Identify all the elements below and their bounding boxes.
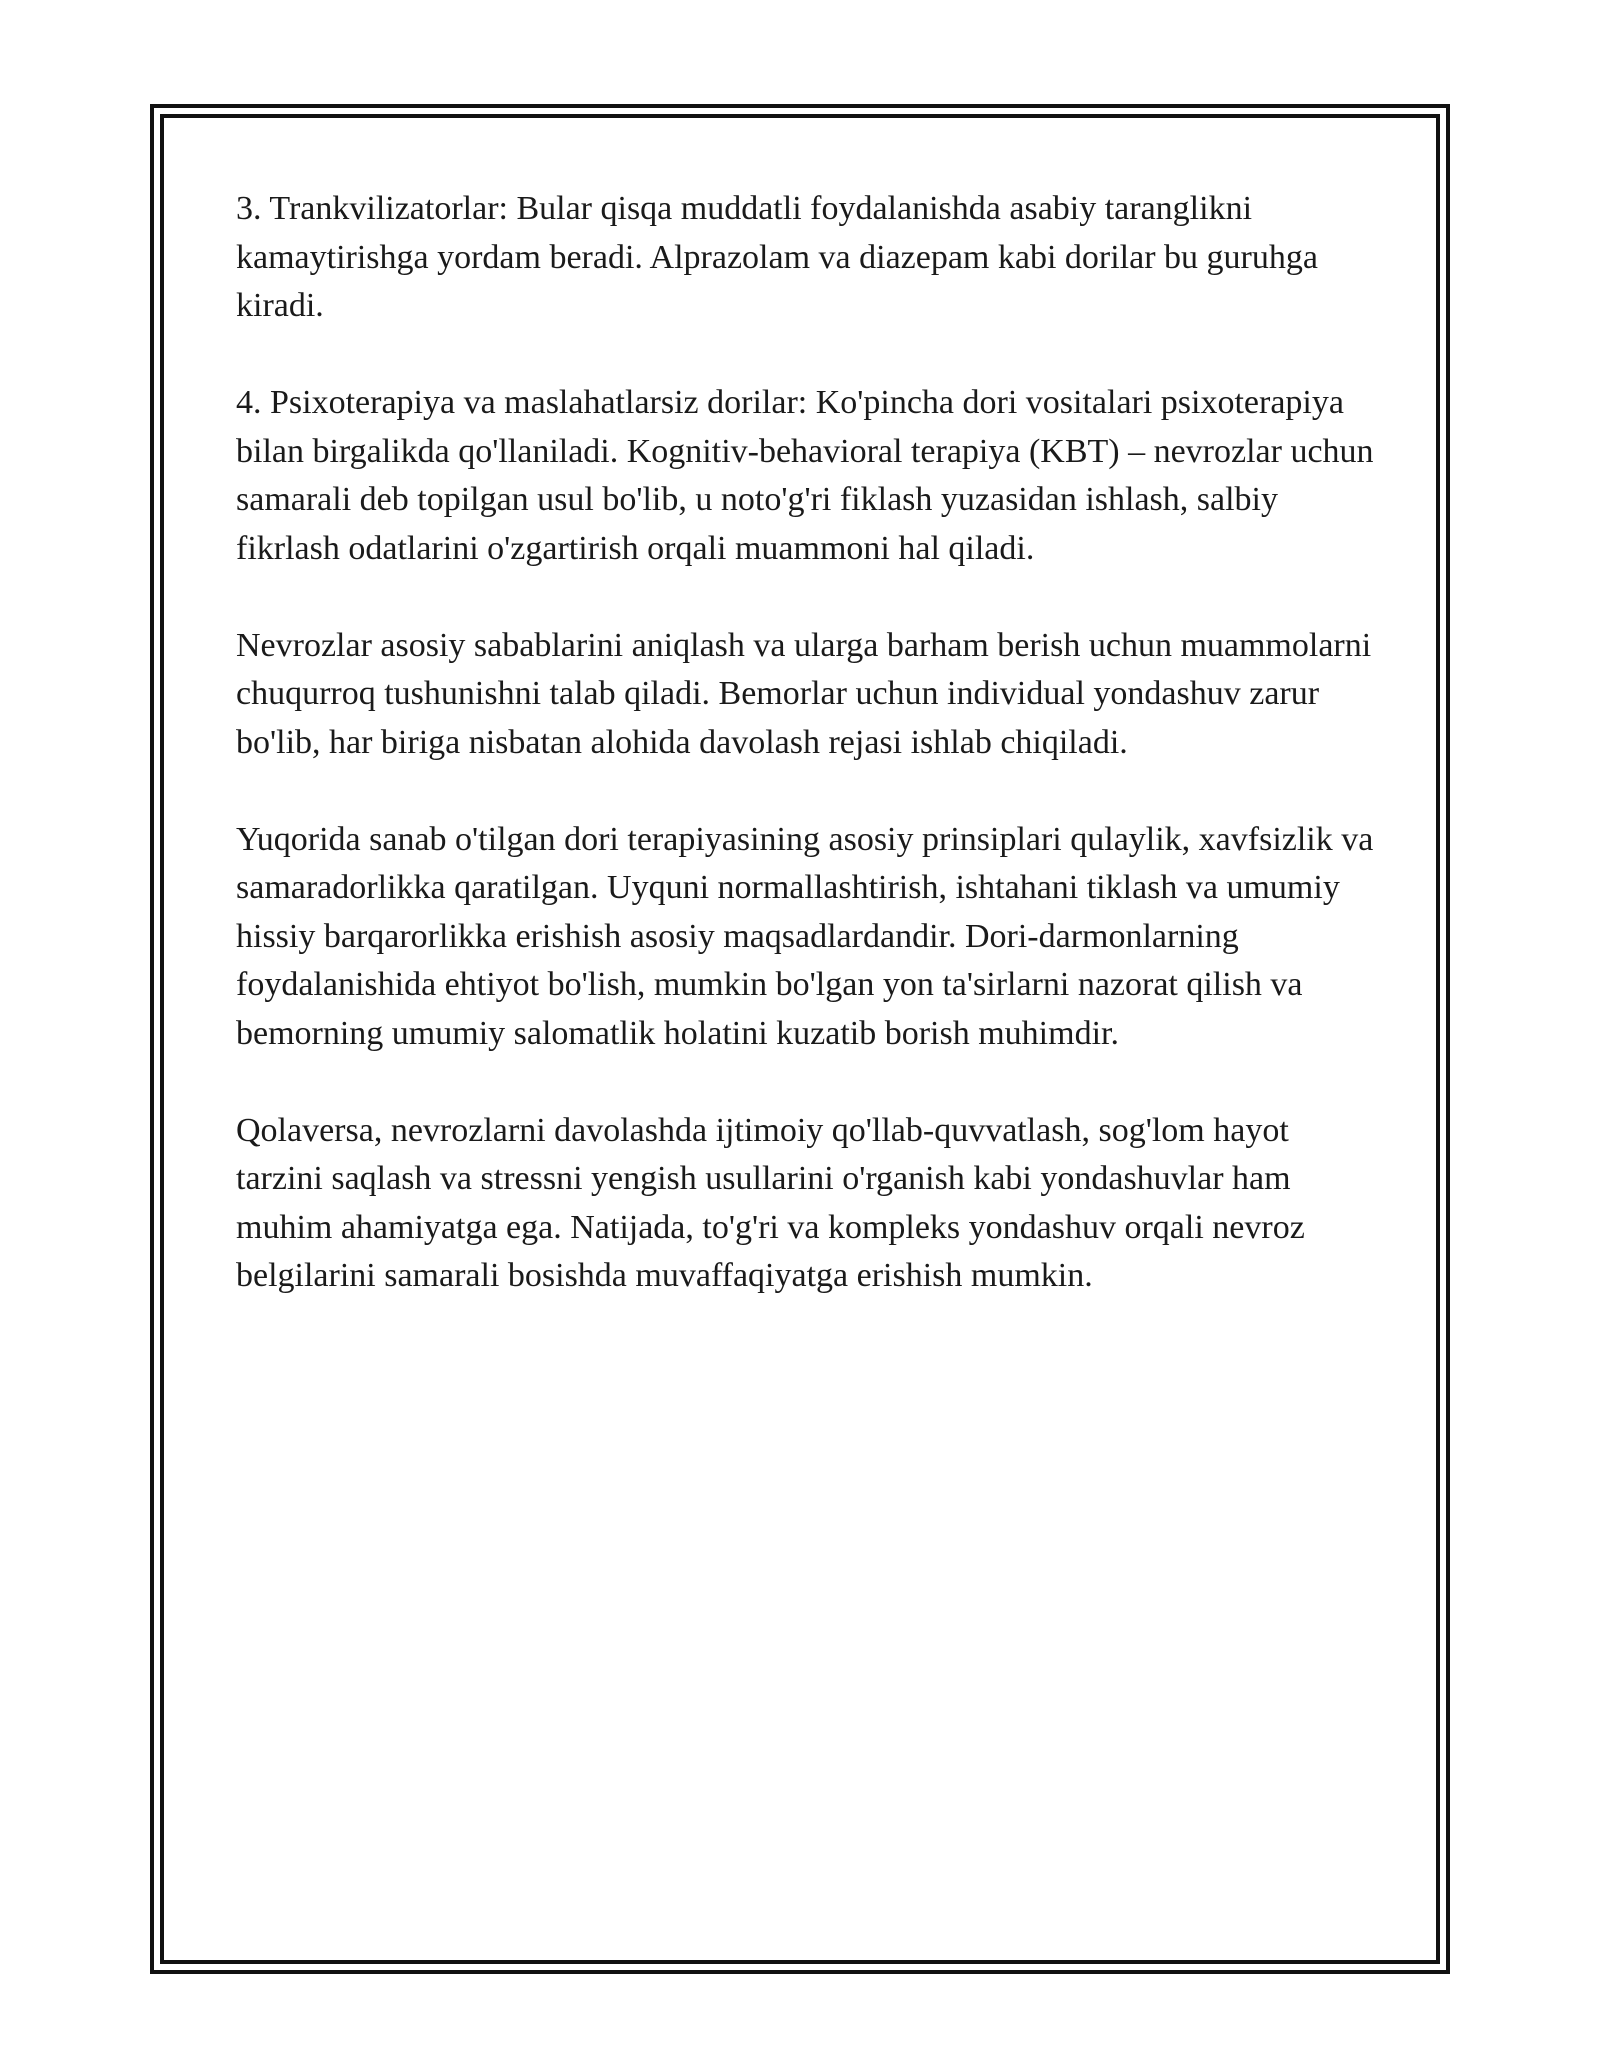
paragraph-causes: Nevrozlar asosiy sabablarini aniqlash va ularga barham berish uchun muammolarni chuqurroq tushunishni talab qiladi. Bemorlar uchun individual yondashuv zarur bo'lib, har biriga nisbatan alohida davolash rejasi ishlab chiqiladi.	[236, 626, 1372, 761]
document-body	[236, 185, 1384, 1349]
paragraph-conclusion: Qolaversa, nevrozlarni davolashda ijtimoiy qo'llab-quvvatlash, sog'lom hayot tarzini saqlash va stressni yengish usullarini o'rganish kabi yondashuvlar ham muhim ahamiyatga ega. Natijada, to'g'ri va kompleks yondashuv orqali nevroz belgilarini samarali bosishda muvaffaqiyatga erishish mumkin.	[236, 1111, 1305, 1294]
paragraph-principles: Yuqorida sanab o'tilgan dori terapiyasining asosiy prinsiplari qulaylik, xavfsizlik va samaradorlikka qaratilgan. Uyquni normallashtirish, ishtahani tiklash va umumiy hissiy barqarorlikka erishish asosiy maqsadlardandir. Dori-darmonlarning foydalanishida ehtiyot bo'lish, mumkin bo'lgan yon ta'sirlarni nazorat qilish va bemorning umumiy salomatlik holatini kuzatib borish muhimdir.	[236, 820, 1374, 1052]
paragraph-psychotherapy: 4. Psixoterapiya va maslahatlarsiz dorilar: Ko'pincha dori vositalari psixoterapiya bilan birgalikda qo'llaniladi. Kognitiv-behavioral terapiya (KBT) – nevrozlar uchun samarali deb topilgan usul bo'lib, u noto'g'ri fiklash yuzasidan ishlash, salbiy fikrlash odatlarini o'zgartirish orqali muammoni hal qiladi.	[236, 384, 1374, 567]
paragraph-tranquilizers: 3. Trankvilizatorlar: Bular qisqa muddatli foydalanishda asabiy taranglikni kamaytirishga yordam beradi. Alprazolam va diazepam kabi dorilar bu guruhga kiradi.	[236, 190, 1318, 324]
